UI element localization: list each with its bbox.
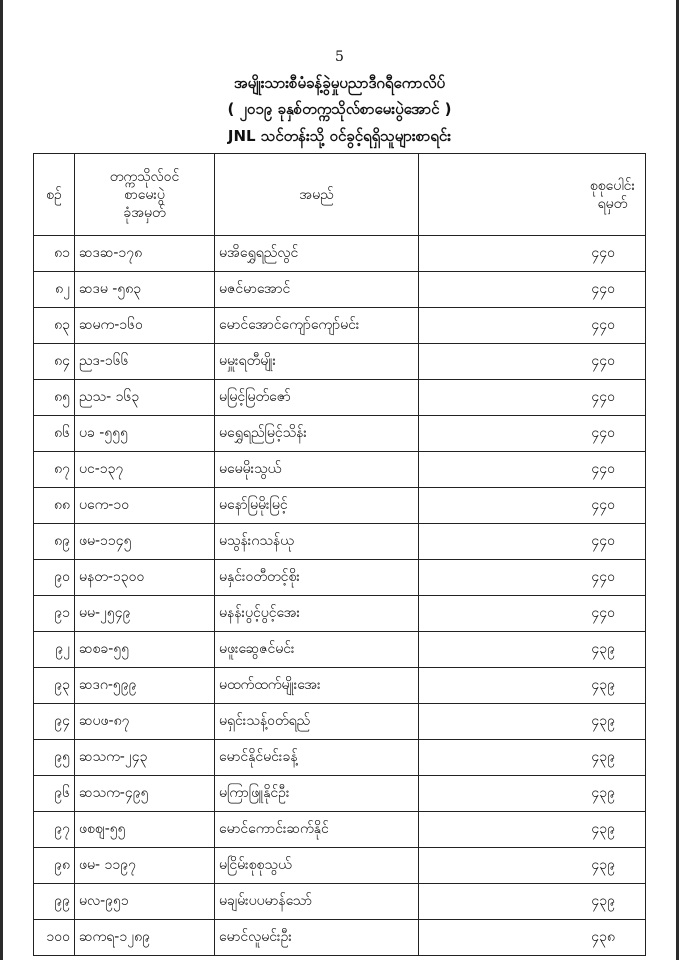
row-exam-id: ပခ -၅၅၅ — [75, 416, 215, 452]
row-score: ၄၄၀ — [419, 236, 646, 272]
page-number: 5 — [335, 49, 344, 65]
table-row — [34, 632, 646, 668]
row-score: ၄၃၈ — [419, 920, 646, 956]
table-row — [34, 236, 646, 272]
row-exam-id: ဆစခ-၅၅ — [75, 632, 215, 668]
row-name: မောင်လူမင်းဦး — [215, 920, 419, 956]
row-name: မချမ်းပပမာန်သော် — [215, 884, 419, 920]
table-row — [34, 704, 646, 740]
row-no: ၉၂ — [34, 632, 75, 668]
row-score: ၄၃၉ — [419, 848, 646, 884]
row-no: ၉၆ — [34, 776, 75, 812]
row-exam-id: မလ-၉၅၁ — [75, 884, 215, 920]
table-row — [34, 848, 646, 884]
table-row — [34, 560, 646, 596]
row-no: ၈၃ — [34, 308, 75, 344]
row-exam-id: မမ-၂၅၄၉ — [75, 596, 215, 632]
row-exam-id: ဖစဈ-၅၅ — [75, 812, 215, 848]
row-name: မမြင့်မြတ်ဇော် — [215, 380, 419, 416]
row-name: မောင်နိုင်မင်းခန့် — [215, 740, 419, 776]
row-name: မနှင်းဝတီတင့်စိုး — [215, 560, 419, 596]
table-row — [34, 308, 646, 344]
row-exam-id: ဖမ-၁၁၄၅ — [75, 524, 215, 560]
row-score: ၄၃၉ — [419, 812, 646, 848]
title-list: JNL သင်တန်းသို့ ဝင်ခွင့်ရရှိသူများစာရင်း — [227, 127, 452, 145]
table-row — [34, 488, 646, 524]
row-exam-id: ဆသက-၄၉၅ — [75, 776, 215, 812]
row-name: မကြာဖြူနိုင်ဦး — [215, 776, 419, 812]
results-table — [33, 153, 646, 956]
row-name: မမှူးရတီမျိုး — [215, 344, 419, 380]
row-score: ၄၃၉ — [419, 740, 646, 776]
row-exam-id: ပင-၁၃၇ — [75, 452, 215, 488]
table-row — [34, 596, 646, 632]
row-name: မောင်ကောင်းဆက်နိုင် — [215, 812, 419, 848]
row-name: မောင်အောင်ကျော်ကျော်မင်း — [215, 308, 419, 344]
table-row — [34, 344, 646, 380]
row-exam-id: မနတ-၁၃၀၀ — [75, 560, 215, 596]
row-score: ၄၄၀ — [419, 380, 646, 416]
row-exam-id: ညသ- ၁၆၃ — [75, 380, 215, 416]
table-row — [34, 668, 646, 704]
row-name: မနန်းပွင့်ပွင့်အေး — [215, 596, 419, 632]
row-exam-id: ဆသက-၂၄၃ — [75, 740, 215, 776]
row-no: ၉၃ — [34, 668, 75, 704]
row-score: ၄၄၀ — [419, 344, 646, 380]
row-no: ၉၇ — [34, 812, 75, 848]
table-body — [34, 236, 646, 956]
title-exam-year: ( ၂၀၁၉ ခုနှစ်တက္ကသိုလ်စာမေးပွဲအောင် ) — [227, 100, 452, 118]
row-score: ၄၄၀ — [419, 416, 646, 452]
row-name: မထက်ထက်မျိုးအေး — [215, 668, 419, 704]
row-no: ၈၇ — [34, 452, 75, 488]
title-college: အမျိုးသားစီမံခန့်ခွဲမှုပညာဒီဂရီကောလိပ် — [233, 74, 446, 92]
row-score: ၄၄၀ — [419, 560, 646, 596]
row-name: မရှင်းသန့်ဝတ်ရည် — [215, 704, 419, 740]
row-score: ၄၄၀ — [419, 452, 646, 488]
row-no: ၉၅ — [34, 740, 75, 776]
row-no: ၈၁ — [34, 236, 75, 272]
row-no: ၈၉ — [34, 524, 75, 560]
row-exam-id: ညဒ-၁၆၆ — [75, 344, 215, 380]
row-score: ၄၃၉ — [419, 884, 646, 920]
table-row — [34, 452, 646, 488]
table-row — [34, 416, 646, 452]
row-exam-id: ဆမက-၁၆၀ — [75, 308, 215, 344]
row-score: ၄၃၉ — [419, 632, 646, 668]
row-no: ၈၂ — [34, 272, 75, 308]
header-no: စဉ် — [34, 154, 75, 236]
row-no: ၉၈ — [34, 848, 75, 884]
row-no: ၉၉ — [34, 884, 75, 920]
row-no: ၈၆ — [34, 416, 75, 452]
row-name: မနော်မြမိုးမြင့် — [215, 488, 419, 524]
table-row — [34, 812, 646, 848]
row-score: ၄၄၀ — [419, 524, 646, 560]
row-no: ၉၀ — [34, 560, 75, 596]
row-name: မအိရွှေရည်လွင် — [215, 236, 419, 272]
table-row — [34, 380, 646, 416]
table-row — [34, 524, 646, 560]
table-header-row — [34, 154, 646, 236]
header-score-label: စုစုပေါင်း ရမှတ် — [589, 177, 635, 212]
table-row — [34, 740, 646, 776]
header-name: အမည် — [215, 154, 419, 236]
row-score: ၄၄၀ — [419, 488, 646, 524]
row-name: မဖူးဆွေဇင်မင်း — [215, 632, 419, 668]
header-score — [419, 154, 646, 236]
row-exam-id: ဆကရ-၁၂၈၉ — [75, 920, 215, 956]
row-name: မရွှေရည်မြင့်သိန်း — [215, 416, 419, 452]
row-score: ၄၃၉ — [419, 668, 646, 704]
row-no: ၉၄ — [34, 704, 75, 740]
row-no: ၈၄ — [34, 344, 75, 380]
row-name: မဇင်မာအောင် — [215, 272, 419, 308]
row-name: မငြိမ်းစုစုသွယ် — [215, 848, 419, 884]
table-row — [34, 776, 646, 812]
row-exam-id: ဆဒဆ-၁၇၈ — [75, 236, 215, 272]
row-score: ၄၄၀ — [419, 272, 646, 308]
row-name: မမေမိုးသွယ် — [215, 452, 419, 488]
header-exam-id-label: တက္ကသိုလ်ဝင် စာမေးပွဲ ခုံအမှတ် — [109, 168, 180, 221]
row-score: ၄၄၀ — [419, 596, 646, 632]
row-no: ၉၁ — [34, 596, 75, 632]
row-exam-id: ဆပဖ-၈၇ — [75, 704, 215, 740]
row-name: မသွန်းဂသန်ယု — [215, 524, 419, 560]
row-exam-id: ဆဒဂ-၅၉၉ — [75, 668, 215, 704]
row-exam-id: ဆဒမ -၅၈၃ — [75, 272, 215, 308]
table-row — [34, 272, 646, 308]
row-score: ၄၃၉ — [419, 704, 646, 740]
table-row — [34, 884, 646, 920]
row-score: ၄၄၀ — [419, 308, 646, 344]
row-no: ၈၈ — [34, 488, 75, 524]
table-row — [34, 920, 646, 956]
row-exam-id: ပကေ-၁၀ — [75, 488, 215, 524]
row-no: ၈၅ — [34, 380, 75, 416]
row-no: ၁၀၀ — [34, 920, 75, 956]
row-score: ၄၃၉ — [419, 776, 646, 812]
header-exam-id — [75, 154, 215, 236]
row-exam-id: ဖမ- ၁၁၉၇ — [75, 848, 215, 884]
